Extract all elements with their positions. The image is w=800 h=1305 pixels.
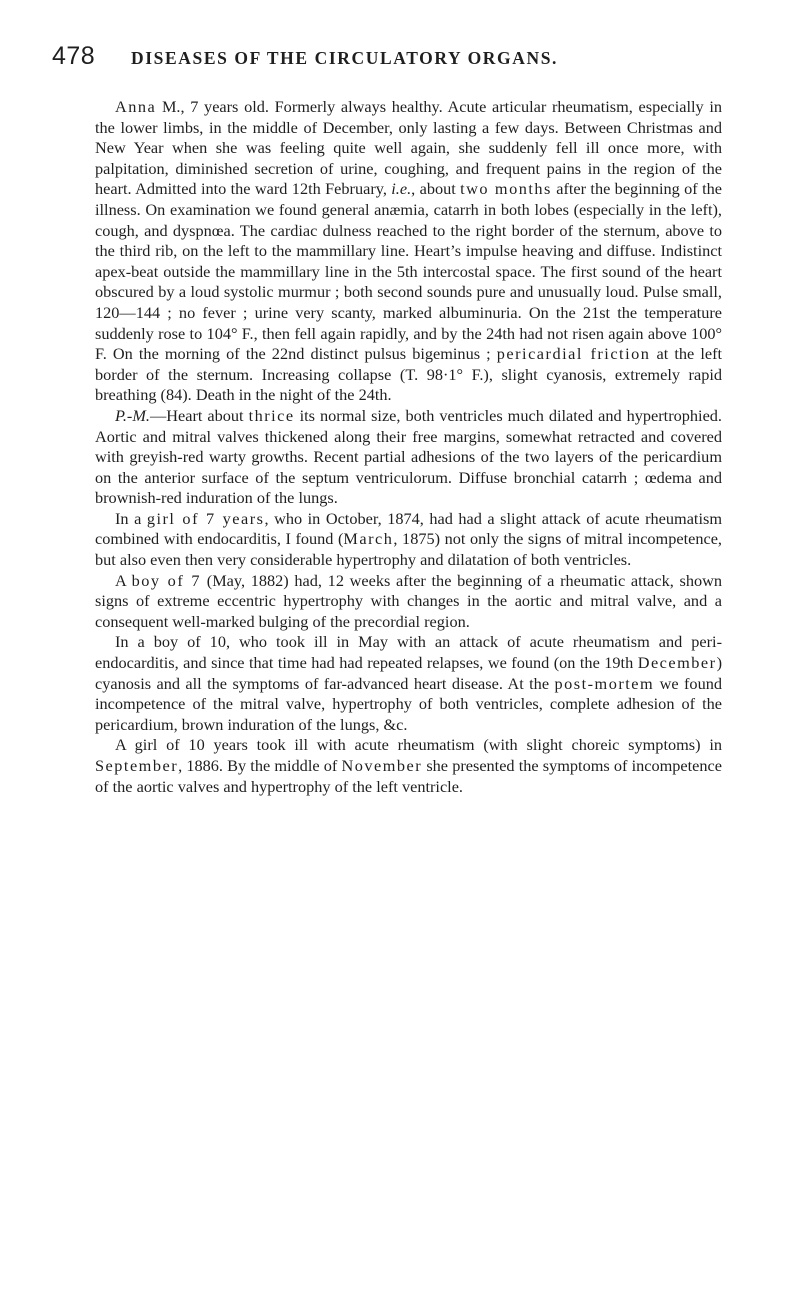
running-head	[52, 42, 752, 76]
text-span: A girl of 10 years took ill with acute rheumatism (with slight choreic symptoms) in	[115, 735, 722, 755]
text-span: , about	[411, 179, 461, 199]
text-span: September	[95, 756, 179, 775]
text-span: A	[115, 570, 132, 590]
text-span: its normal size, both ventricles much dilated and hypertrophied. Aortic and mitral valves thickened along their free margins, somewhat retracted and covered with greyish-red warty growths. Recent partial adhesions of the two layers of the pericardium on the anterior surface of the septum ventriculorum. Diffuse bronchial catarrh ; œdema and brownish-red induration of the lungs.	[95, 405, 723, 508]
case-paragraph-boy-7	[95, 571, 722, 633]
text-span: i.e.	[391, 179, 412, 199]
text-span: boy of 7	[131, 570, 202, 590]
text-span: —Heart about	[149, 405, 249, 425]
post-mortem-paragraph	[95, 406, 722, 509]
case-paragraph-girl-10	[95, 735, 722, 797]
text-span: , who in October, 1874, had had a slight attack of acute rheumatism combined with endocarditis, I found (	[95, 508, 722, 549]
text-span: after the beginning of the illness. On examination we found general anæmia, catarrh in both lobes (especially in the left), cough, and dyspnœa. The cardiac dulness reached to the right border of the sternum, above to the third rib, on the left to the mammillary line. Heart’s impulse heaving and diffuse. Indistinct apex-beat outside the mammillary line in the 5th intercostal space. The first sound of the heart obscured by a loud systolic murmur ; both second sounds pure and unusually loud. Pulse small, 120—144 ; no fever ; urine very scanty, marked albuminuria. On the 21st the temperature suddenly rose to 104° F., then fell again rapidly, and by the 24th had not risen again above 100° F. On the morning of the 22nd distinct pulsus bigeminus ;	[95, 179, 722, 364]
running-head-title: DISEASES OF THE CIRCULATORY ORGANS.	[131, 48, 559, 68]
text-span: we found incompetence of the mitral valve, hypertrophy of both ventricles, complete adhesion of the pericardium, brown induration of the lungs, &c.	[95, 673, 722, 734]
page-number: 478	[52, 42, 96, 70]
text-span: at the left border of the sternum. Increasing collapse (T. 98·1° F.), slight cyanosis, extremely rapid breathing (84). Death in the night of the 24th.	[95, 344, 723, 405]
text-span: thrice	[248, 405, 295, 425]
case-paragraph-girl-7	[95, 509, 722, 571]
text-span: M., 7 years old. Formerly always healthy. Acute articular rheumatism, especially in the lower limbs, in the middle of December, only lasting a few days. Between Christmas and New Year when she was feeling quite well again, she suddenly fell ill once more, with palpitation, diminished secretion of urine, coughing, and frequent pains in the region of the heart. Admitted into the ward 12th February,	[95, 97, 722, 199]
text-span: pericardial friction	[496, 344, 651, 364]
case-paragraph-boy-10	[95, 632, 722, 735]
text-span: , 1875) not only the signs of mitral incompetence, but also even then very considerable hypertrophy and dilatation of both ventricles.	[95, 529, 723, 570]
text-span: December	[637, 653, 717, 673]
text-span: ) cyanosis and all the symptoms of far-advanced heart disease. At the	[95, 653, 722, 693]
text-span: November	[341, 756, 423, 775]
text-span: two months	[460, 179, 552, 199]
text-span: P.-M.	[115, 405, 150, 425]
body-text	[95, 97, 722, 797]
text-span: (May, 1882) had, 12 weeks after the beginning of a rheumatic attack, shown signs of extreme eccentric hypertrophy with changes in the aortic and mitral valve, and a consequent well-marked bulging of the precordial region.	[95, 570, 723, 631]
text-span: In a	[115, 508, 147, 528]
text-span: she presented the symptoms of incompetence of the aortic valves and hypertrophy of the left ventricle.	[95, 756, 723, 796]
text-span: post-mortem	[554, 673, 655, 693]
text-span: March	[343, 529, 394, 549]
case-paragraph-anna	[95, 97, 722, 406]
text-span: , 1886. By the middle of	[178, 756, 342, 775]
text-span: In a boy of 10, who took ill in May with an attack of acute rheumatism and peri-endocarditis, and since that time had had repeated relapses, we found (on the 19th	[95, 632, 722, 673]
text-span: Anna	[115, 97, 157, 116]
text-span: girl of 7 years	[146, 508, 265, 528]
